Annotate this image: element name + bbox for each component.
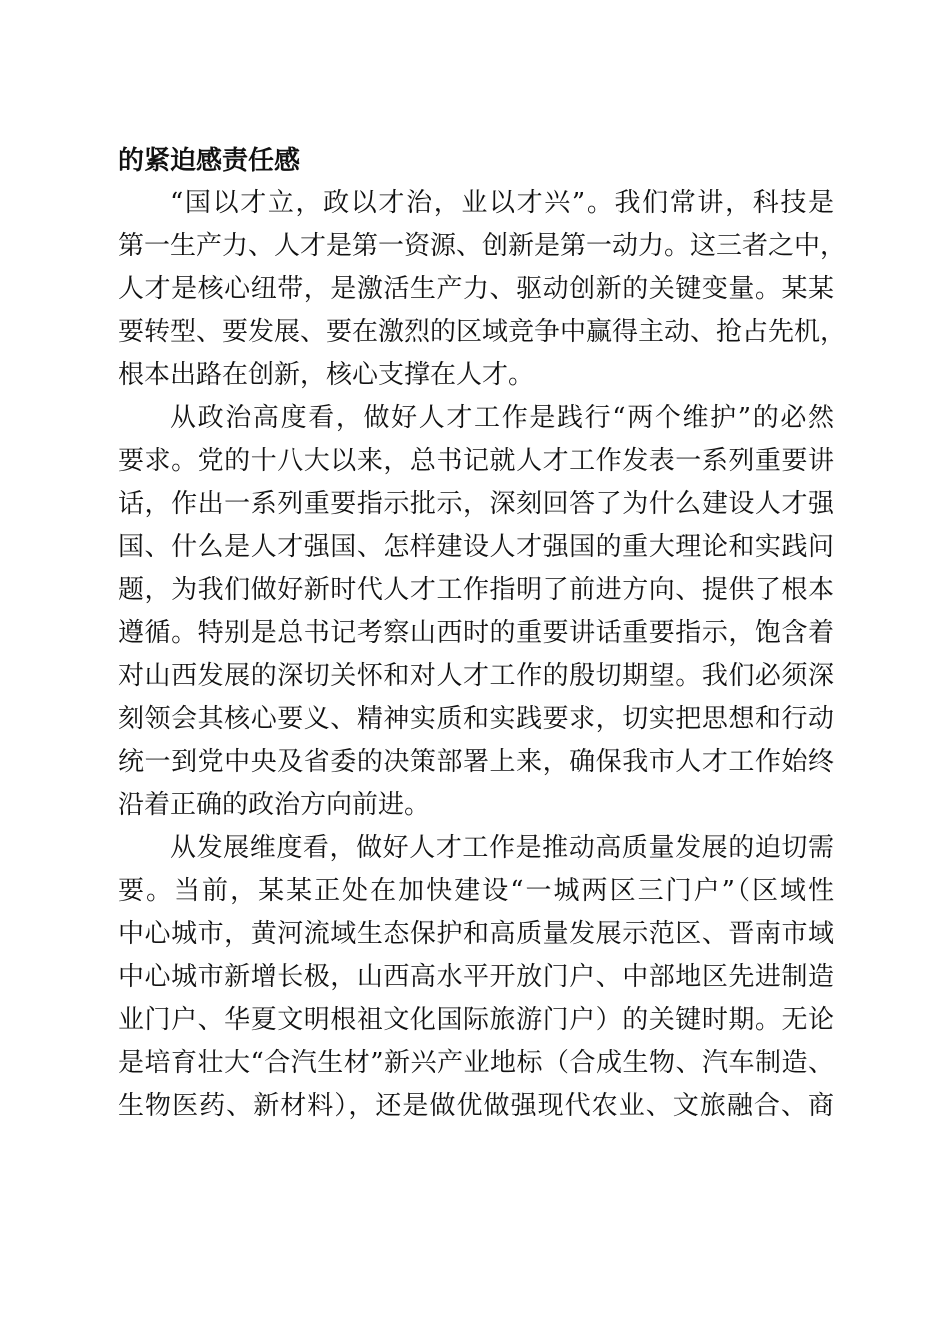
- paragraph-line: 统一到党中央及省委的决策部署上来，确保我市人才工作始终: [118, 747, 834, 777]
- paragraph-line: 要。当前，某某正处在加快建设“一城两区三门户”（区域性: [118, 876, 834, 906]
- paragraph-line: 刻领会其核心要义、精神实质和实践要求，切实把思想和行动: [118, 704, 834, 734]
- paragraph-line: 遵循。特别是总书记考察山西时的重要讲话重要指示，饱含着: [118, 618, 834, 648]
- paragraph-line: 业门户、华夏文明根祖文化国际旅游门户）的关键时期。无论: [118, 1005, 834, 1035]
- paragraph-line: 题，为我们做好新时代人才工作指明了前进方向、提供了根本: [118, 575, 834, 605]
- paragraph-line: 生物医药、新材料），还是做优做强现代农业、文旅融合、商: [118, 1091, 834, 1121]
- paragraph-talent-importance: [118, 182, 847, 397]
- paragraph-line: 话，作出一系列重要指示批示，深刻回答了为什么建设人才强: [118, 489, 834, 519]
- document-body: [118, 140, 847, 1128]
- paragraph-line: 要转型、要发展、要在激烈的区域竞争中赢得主动、抢占先机，: [118, 317, 847, 347]
- paragraph-line: 沿着正确的政治方向前进。: [118, 790, 431, 820]
- paragraph-line: 国、什么是人才强国、怎样建设人才强国的重大理论和实践问: [118, 532, 834, 562]
- paragraph-line: 从发展维度看，做好人才工作是推动高质量发展的迫切需: [170, 833, 834, 863]
- paragraph-line: 根本出路在创新，核心支撑在人才。: [118, 360, 535, 390]
- paragraph-line: 中心城市新增长极，山西高水平开放门户、中部地区先进制造: [118, 962, 834, 992]
- section-heading-fragment: 的紧迫感责任感: [118, 146, 301, 176]
- paragraph-line: 是培育壮大“合汽生材”新兴产业地标（合成生物、汽车制造、: [118, 1048, 834, 1078]
- paragraph-line: “国以才立，政以才治，业以才兴”。我们常讲，科技是: [170, 188, 834, 218]
- paragraph-development-dimension: [118, 827, 834, 1128]
- paragraph-line: 人才是核心纽带，是激活生产力、驱动创新的关键变量。某某: [118, 274, 834, 304]
- paragraph-line: 中心城市，黄河流域生态保护和高质量发展示范区、晋南市域: [118, 919, 834, 949]
- paragraph-line: 从政治高度看，做好人才工作是践行“两个维护”的必然: [170, 403, 834, 433]
- paragraph-line: 对山西发展的深切关怀和对人才工作的殷切期望。我们必须深: [118, 661, 834, 691]
- paragraph-political-dimension: [118, 397, 834, 827]
- paragraph-line: 要求。党的十八大以来，总书记就人才工作发表一系列重要讲: [118, 446, 834, 476]
- paragraph-line: 第一生产力、人才是第一资源、创新是第一动力。这三者之中，: [118, 231, 847, 261]
